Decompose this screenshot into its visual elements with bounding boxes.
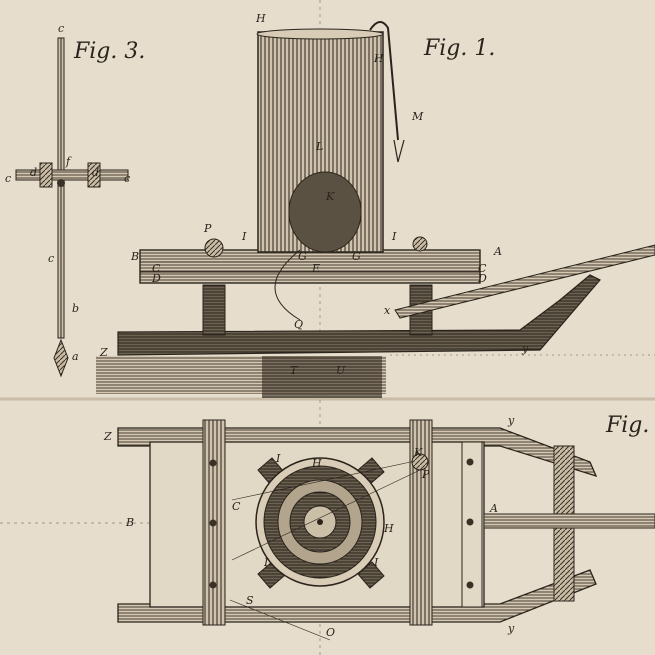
fig1-label-C-right: C xyxy=(478,262,487,275)
fig2-label-S: S xyxy=(246,594,254,607)
fig3-label-c-top: c xyxy=(58,22,65,35)
fig2-label-C: C xyxy=(232,500,241,513)
fig3-label-a: a xyxy=(72,350,79,363)
fig1-label-Z: Z xyxy=(100,346,108,359)
fig2-label-O: O xyxy=(326,626,336,639)
fig1-label-G-right: G xyxy=(352,250,361,263)
fig2-label-y-bottom: y xyxy=(508,622,515,635)
fig2-label-I-br: I xyxy=(374,556,379,569)
fig1-label-I-right: I xyxy=(392,230,397,243)
fig3-label-d-left: d xyxy=(30,166,38,179)
fig1-label-K: K xyxy=(326,190,335,203)
fig1-label-Q: Q xyxy=(294,318,304,331)
fig2-label-I-bl: I xyxy=(264,556,269,569)
fig1-title: Fig. 1. xyxy=(424,36,496,61)
fig1-label-H-top: H xyxy=(256,12,266,25)
fig1-label-P: P xyxy=(204,222,212,235)
fig3-label-c-mid: c xyxy=(48,252,55,265)
fig2-label-Z: Z xyxy=(104,430,112,443)
fig1-label-C-left: C xyxy=(152,262,161,275)
fig1-label-D-right: D xyxy=(478,272,487,285)
fig1-label-A: A xyxy=(494,245,502,258)
fig2-title: Fig. xyxy=(606,413,650,438)
fig1-label-T: T xyxy=(290,364,298,377)
fig2-label-I-tl: I xyxy=(276,452,281,465)
fig1-label-G-left: G xyxy=(298,250,307,263)
fig1-label-E: E xyxy=(312,262,321,275)
fig2-label-y-top: y xyxy=(508,414,515,427)
fig1-label-x: x xyxy=(384,304,391,317)
fig2-label-A: A xyxy=(490,502,498,515)
fig2-label-H-right: H xyxy=(384,522,394,535)
fig1-label-U: U xyxy=(336,364,346,377)
fig2-label-H-top: H xyxy=(312,457,322,470)
fig1-label-I-left: I xyxy=(242,230,247,243)
fig1-label-B: B xyxy=(131,250,140,263)
fig1-label-D-left: D xyxy=(152,272,161,285)
fig2-label-B: B xyxy=(126,516,135,529)
fig3-title: Fig. 3. xyxy=(74,39,146,64)
fig3-label-f: f xyxy=(66,155,71,168)
fig3-label-c-left: c xyxy=(5,172,12,185)
fig1-label-M: M xyxy=(412,110,424,123)
fig2-label-P: P xyxy=(422,468,430,481)
fig2-label-K: K xyxy=(414,446,423,459)
fig3-label-d-right: d xyxy=(92,166,100,179)
fig1-label-y: y xyxy=(522,342,529,355)
fig3-label-b: b xyxy=(72,302,80,315)
fig1-label-L: L xyxy=(316,140,324,153)
fig1-label-H-side: H xyxy=(374,52,384,65)
fig3-label-c-right: c xyxy=(124,172,131,185)
